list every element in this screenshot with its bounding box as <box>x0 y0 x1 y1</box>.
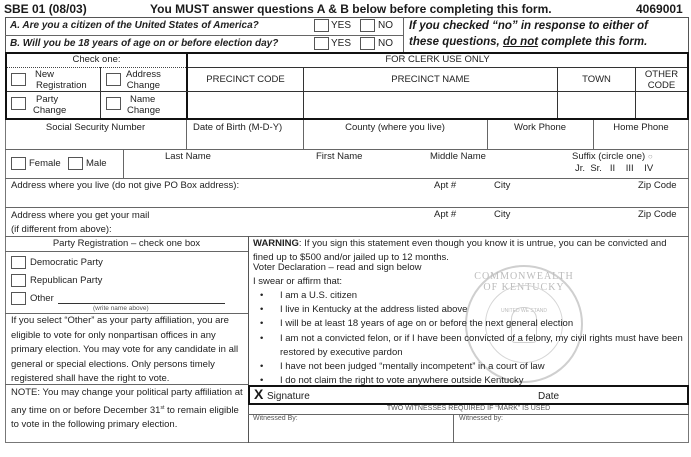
declaration-heading: Voter Declaration – read and sign below <box>253 262 422 273</box>
declaration-item: • I am not a convicted felon, or if I have been convicted of a felony, my civil rights must have been restored by executive pardon <box>252 332 684 360</box>
signature-field[interactable] <box>248 385 689 405</box>
check-one-title: Check one: <box>72 54 121 65</box>
witness1-field[interactable] <box>249 424 452 442</box>
party-change-note <box>11 386 247 433</box>
republican-party-label: Republican Party <box>30 275 103 286</box>
new-registration-label <box>35 69 87 91</box>
seal-text: COMMONWEALTH OF KENTUCKY <box>474 271 574 293</box>
option-text: Name <box>130 94 156 105</box>
zip-label: Zip Code <box>638 180 677 191</box>
name-field[interactable] <box>124 163 569 177</box>
female-checkbox[interactable] <box>11 157 26 170</box>
note-text: to remain eligible to vote in the following primary election. <box>11 404 239 431</box>
precinct-code-header: PRECINCT CODE <box>206 74 285 85</box>
mail-address-field[interactable] <box>140 221 688 235</box>
precinct-name-header: PRECINCT NAME <box>391 74 470 85</box>
dob-label: Date of Birth (M-D-Y) <box>193 122 283 133</box>
clerk-title: FOR CLERK USE ONLY <box>385 54 490 65</box>
home-phone-label: Home Phone <box>613 122 669 133</box>
option-text: New <box>35 69 55 80</box>
town-field[interactable] <box>558 92 635 118</box>
other-code-header <box>636 69 687 91</box>
zip-label: Zip Code <box>638 209 677 220</box>
male-checkbox[interactable] <box>68 157 83 170</box>
declaration-item: • I do not claim the right to vote anywhere outside Kentucky <box>252 374 684 388</box>
no-answer-notice <box>409 18 648 50</box>
witness2-field[interactable] <box>454 424 688 442</box>
ssn-label: Social Security Number <box>45 122 146 133</box>
party-change-checkbox[interactable] <box>11 97 26 110</box>
divider <box>5 384 248 385</box>
option-text: Change <box>126 80 161 91</box>
notice-line2 <box>409 34 648 50</box>
suffix-text: Suffix (circle one) <box>572 151 646 162</box>
divider <box>5 178 689 179</box>
suffix-option[interactable]: Jr. <box>575 163 586 174</box>
last-name-label: Last Name <box>165 151 211 162</box>
mail-address-label <box>11 209 149 237</box>
option-text: Party <box>36 94 59 105</box>
yes-label: YES <box>331 38 352 49</box>
republican-party-checkbox[interactable] <box>11 274 26 287</box>
note-superscript: st <box>160 404 165 411</box>
democratic-party-checkbox[interactable] <box>11 256 26 269</box>
option-text: Change <box>33 105 67 116</box>
question-a-yes-checkbox[interactable] <box>314 19 329 32</box>
home-phone-field[interactable] <box>594 133 688 148</box>
radio-circle-icon: ○ <box>647 152 653 161</box>
question-b-no-checkbox[interactable] <box>360 37 375 50</box>
divider <box>5 207 689 208</box>
question-a-no-checkbox[interactable] <box>360 19 375 32</box>
seal-motto: UNITED WE STAND <box>500 308 548 314</box>
city-label: City <box>494 209 511 220</box>
divider <box>7 67 186 68</box>
work-phone-field[interactable] <box>488 133 593 148</box>
question-a: A. Are you a citizen of the United States of America? <box>10 20 259 31</box>
label-text: Address where you get your mail <box>11 210 150 221</box>
date-label: Date <box>538 391 560 402</box>
divider <box>5 35 403 36</box>
other-party-note: If you select “Other” as your party affiliation, you are eligible to vote for only nonpartisan offices in any primary election. You may vote for any candidate in all general or special elections. Only persons timely registered shall have the right to vote. <box>11 315 239 384</box>
county-label: County (where you live) <box>345 122 445 133</box>
city-label: City <box>494 180 511 191</box>
name-change-checkbox[interactable] <box>106 97 121 110</box>
divider <box>5 251 248 252</box>
other-code-field[interactable] <box>636 92 687 118</box>
option-text: Registration <box>36 80 87 91</box>
new-registration-checkbox[interactable] <box>11 73 26 86</box>
label-text: (if different from above): <box>11 224 112 235</box>
x-mark-icon: X <box>254 386 264 402</box>
declaration-item: • I live in Kentucky at the address listed above <box>252 303 684 317</box>
header-text: OTHER <box>644 69 679 80</box>
form-number: 4069001 <box>636 2 683 16</box>
party-change-label <box>33 94 66 116</box>
form-id: SBE 01 (08/03) <box>4 2 87 16</box>
name-change-label <box>127 94 160 116</box>
suffix-option[interactable]: IV <box>644 163 654 174</box>
address-change-checkbox[interactable] <box>106 73 121 86</box>
divider <box>403 17 404 53</box>
precinct-code-field[interactable] <box>188 92 303 118</box>
declaration-item: • I am a U.S. citizen <box>252 289 684 303</box>
option-text: Change <box>127 105 161 116</box>
question-b-yes-checkbox[interactable] <box>314 37 329 50</box>
male-label: Male <box>86 158 107 169</box>
warning-label: WARNING <box>253 238 299 249</box>
divider <box>5 149 689 150</box>
female-label: Female <box>29 158 61 169</box>
yes-label: YES <box>331 20 352 31</box>
declaration-item: • I will be at least 18 years of age on or before the next general election <box>252 317 684 331</box>
party-title: Party Registration – check one box <box>52 238 201 249</box>
question-b: B. Will you be 18 years of age on or before election day? <box>10 38 279 49</box>
county-field[interactable] <box>304 133 487 148</box>
header-text: CODE <box>647 80 676 91</box>
notice-line1: If you checked “no” in response to either of <box>409 20 648 32</box>
apt-label: Apt # <box>434 180 457 191</box>
apt-label: Apt # <box>434 209 457 220</box>
write-name-hint: (write name above) <box>93 305 149 312</box>
democratic-party-label: Democratic Party <box>30 257 103 268</box>
witness1-label: Witnessed By: <box>253 415 298 422</box>
note-text: NOTE: You may change your political party affiliation at any time on or before December 31 <box>11 387 243 416</box>
first-name-label: First Name <box>316 151 363 162</box>
signature-label: Signature <box>267 391 310 402</box>
declaration-list <box>252 289 684 388</box>
suffix-option[interactable]: III <box>625 163 634 174</box>
work-phone-label: Work Phone <box>513 122 567 133</box>
witness-requirement: TWO WITNESSES REQUIRED IF “MARK” IS USED <box>386 405 551 412</box>
suffix-option[interactable]: II <box>609 163 616 174</box>
swear-text: I swear or affirm that: <box>253 276 343 287</box>
dob-field[interactable] <box>187 133 303 148</box>
no-label: NO <box>378 20 393 31</box>
town-header: TOWN <box>582 74 611 85</box>
home-address-field[interactable] <box>6 192 688 206</box>
witness2-label: Witnessed by: <box>459 415 503 422</box>
option-text: Address <box>126 69 161 80</box>
other-party-name-field[interactable] <box>58 303 225 304</box>
declaration-item: • I have not been judged “mentally incompetent” in a court of law <box>252 360 684 374</box>
precinct-name-field[interactable] <box>304 92 557 118</box>
other-party-checkbox[interactable] <box>11 292 26 305</box>
notice-emphasis: do not <box>502 36 539 48</box>
form-instruction: You MUST answer questions A & B below before completing this form. <box>150 2 552 16</box>
other-party-label: Other <box>30 293 54 304</box>
suffix-option[interactable]: Sr. <box>590 163 602 174</box>
suffix-options <box>575 163 653 174</box>
home-address-label: Address where you live (do not give PO Box address): <box>11 180 240 191</box>
address-change-label <box>126 69 161 91</box>
divider <box>188 67 687 68</box>
warning-body: : If you sign this statement even though you know it is untrue, you can be convicted and fined up to $500 and/or jailed up to 12 months. <box>253 238 667 264</box>
divider <box>100 67 101 118</box>
notice-text: these questions, <box>409 36 503 48</box>
middle-name-label: Middle Name <box>430 151 486 162</box>
ssn-field[interactable] <box>6 133 186 148</box>
suffix-label <box>572 151 653 162</box>
notice-text: complete this form. <box>538 36 648 48</box>
no-label: NO <box>378 38 393 49</box>
